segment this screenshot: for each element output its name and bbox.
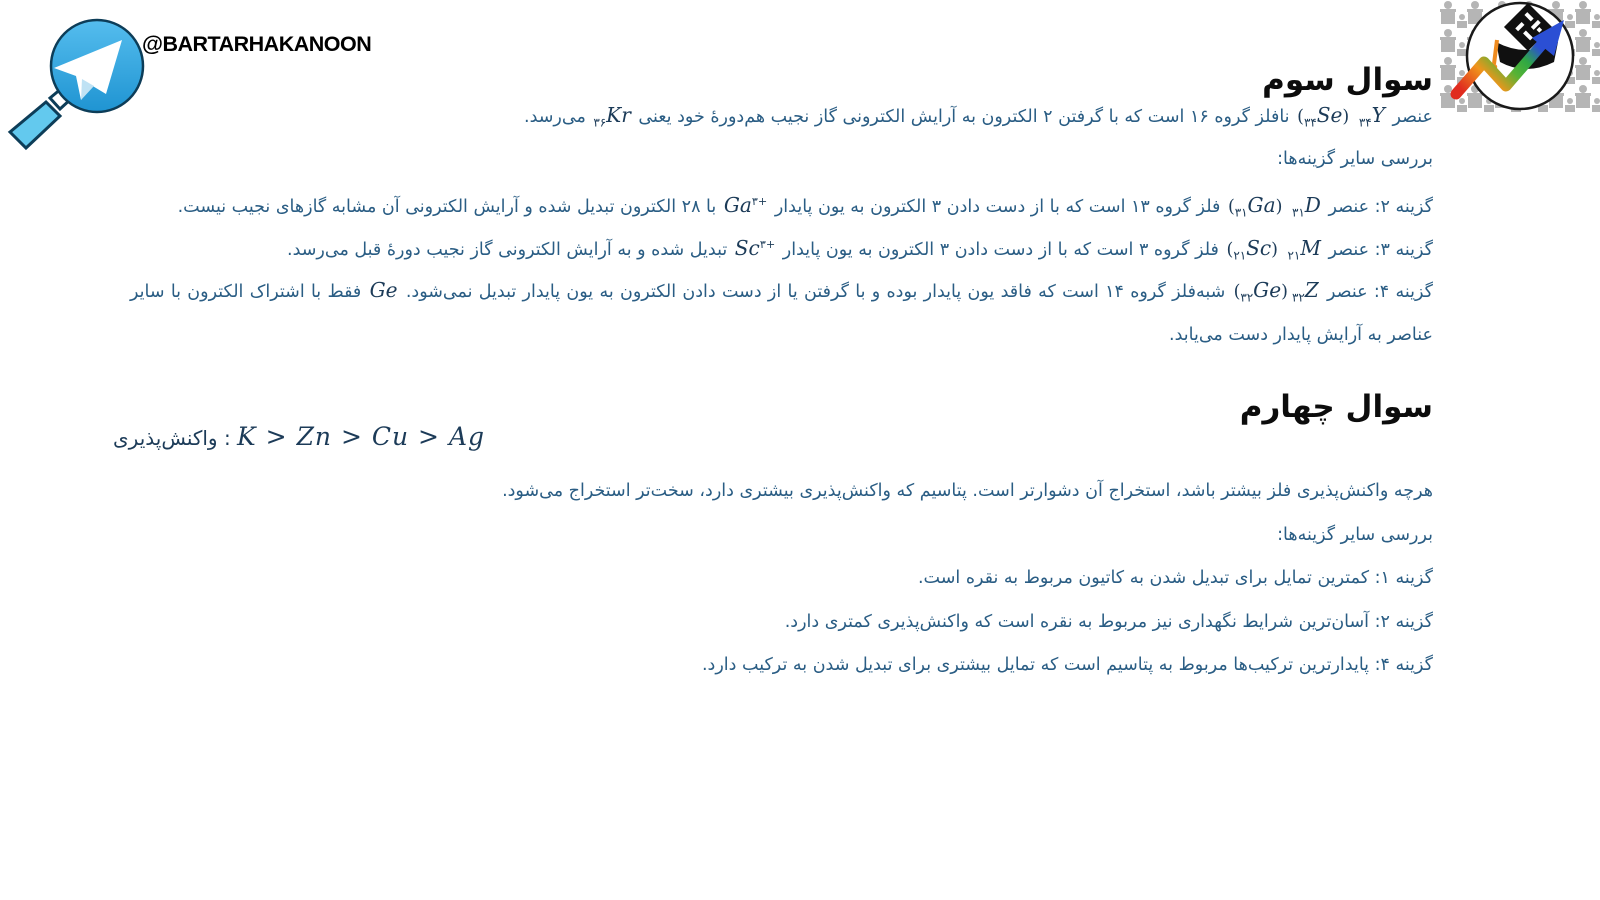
telegram-magnifier-icon [4, 6, 154, 156]
telegram-handle-text: @BARTARHAKANOON [142, 32, 372, 56]
q4-explanation-line: هرچه واکنش‌پذیری فلز بیشتر باشد، استخراج آن دشوارتر است. پتاسیم که واکنش‌پذیری بیشتری دارد، سخت‌تر استخراج می‌شود. [502, 481, 1433, 501]
q4-option-2-line: گزینه ۲: آسان‌ترین شرایط نگهداری نیز مربوط به نقره است که واکنش‌پذیری کمتری دارد. [784, 612, 1433, 632]
q3-option-3-line: گزینه ۳: عنصر $_{۲۱}$M $(_{۲۱}Sc)$ فلز گروه ۳ است که با از دست دادن ۳ الکترون به یون پایدار $Sc^{۳+}$ تبدیل شده و به آرایش الکترونی گاز نجیب دورۀ قبل می‌رسد. [287, 235, 1433, 263]
q3-option-4-paragraph: گزینه ۴: عنصر $_{۳۲}Z(_{۳۲}Ge)$ شبه‌فلز گروه ۱۴ است که فاقد یون پایدار بوده و با گرفتن یا از دست دادن الکترون به یون پایدار تبدیل نمی‌شود. Ge فقط با اشتراک الکترون با سایر عناصر به آرایش پایدار دست می‌یابد. [130, 278, 1433, 345]
q3-option-2-line: گزینه ۲: عنصر $_{۳۱}$D $(_{۳۱}Ga)$ فلز گروه ۱۳ است که با از دست دادن ۳ الکترون به یون پایدار $Ga^{۳+}$ با ۲۸ الکترون تبدیل شده و آرایش الکترونی آن مشابه گازهای نجیب نیست. [177, 192, 1433, 220]
q4-option-1-line: گزینه ۱: کمترین تمایل برای تبدیل شدن به کاتیون مربوط به نقره است. [917, 568, 1433, 588]
q3-review-label: بررسی سایر گزینه‌ها: [1277, 149, 1433, 169]
q4-review-label: بررسی سایر گزینه‌ها: [1277, 525, 1433, 545]
q4-title: سوال چهارم [1239, 388, 1433, 425]
q3-title: سوال سوم [1262, 61, 1433, 98]
bartarha-kanoon-logo-icon [1440, 0, 1600, 112]
q3-intro-line: عنصر $_{۳۴}$Y $(_{۳۴}Se)$ نافلز گروه ۱۶ است که با گرفتن ۲ الکترون به آرایش الکترونی گاز نجیب هم‌دورۀ خود یعنی $_{۳۶}$Kr می‌رسد. [524, 103, 1433, 130]
q4-reactivity-formula: واکنش‌پذیری : K > Zn > Cu > Ag [113, 422, 486, 451]
q4-option-4-line: گزینه ۴: پایدارترین ترکیب‌ها مربوط به پتاسیم است که تمایل بیشتری برای تبدیل شدن به ترکیب دارد. [701, 655, 1433, 675]
